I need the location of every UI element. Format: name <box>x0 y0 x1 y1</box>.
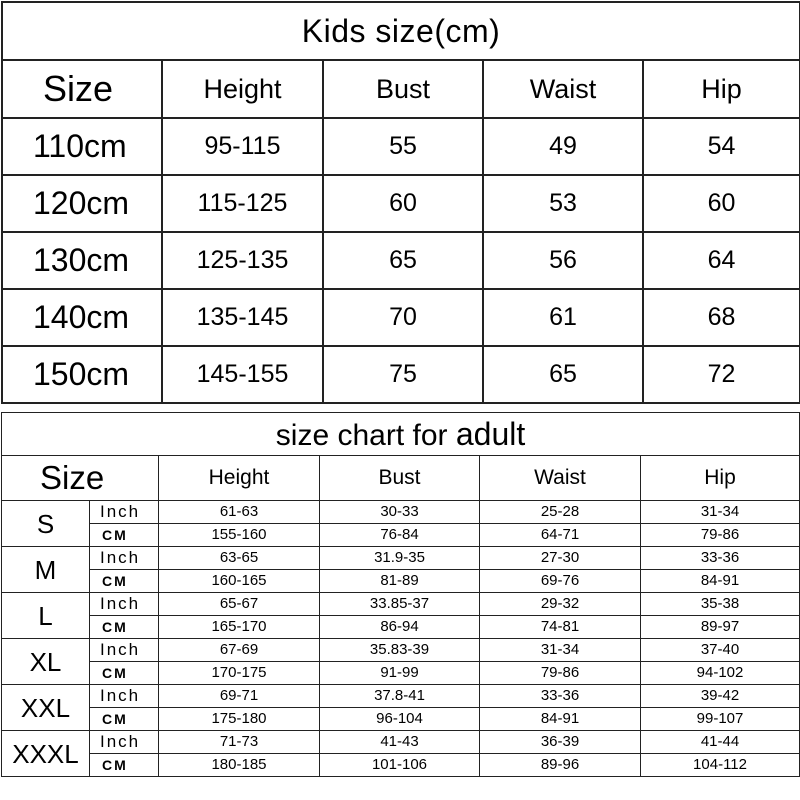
kids-header-bust: Bust <box>323 60 483 118</box>
kids-hip-cell: 60 <box>643 175 800 232</box>
adult-hip-inch-cell: 33-36 <box>641 547 800 570</box>
adult-hip-inch-cell: 31-34 <box>641 501 800 524</box>
table-row <box>2 232 800 289</box>
adult-table-body <box>2 501 800 777</box>
kids-bust-cell: 55 <box>323 118 483 175</box>
kids-hip-cell: 54 <box>643 118 800 175</box>
adult-waist-cm-cell: 79-86 <box>480 662 641 685</box>
adult-bust-cm-cell: 81-89 <box>320 570 480 593</box>
adult-size-label: M <box>2 547 90 593</box>
kids-size-cell: 130cm <box>2 232 162 289</box>
table-row <box>2 731 800 754</box>
adult-height-inch-cell: 61-63 <box>159 501 320 524</box>
table-row <box>2 289 800 346</box>
kids-waist-cell: 49 <box>483 118 643 175</box>
table-row <box>2 639 800 662</box>
adult-hip-inch-cell: 39-42 <box>641 685 800 708</box>
kids-hip-cell: 68 <box>643 289 800 346</box>
unit-inch-label: Inch <box>90 731 159 754</box>
adult-bust-inch-cell: 31.9-35 <box>320 547 480 570</box>
adult-waist-cm-cell: 84-91 <box>480 708 641 731</box>
table-row <box>2 708 800 731</box>
kids-size-cell: 110cm <box>2 118 162 175</box>
unit-inch-label: Inch <box>90 501 159 524</box>
table-row <box>2 501 800 524</box>
unit-inch-label: Inch <box>90 685 159 708</box>
table-row <box>2 754 800 777</box>
kids-bust-cell: 65 <box>323 232 483 289</box>
adult-hip-cm-cell: 99-107 <box>641 708 800 731</box>
adult-height-inch-cell: 69-71 <box>159 685 320 708</box>
adult-waist-inch-cell: 27-30 <box>480 547 641 570</box>
adult-hip-inch-cell: 41-44 <box>641 731 800 754</box>
table-row <box>2 616 800 639</box>
adult-height-cm-cell: 165-170 <box>159 616 320 639</box>
kids-header-hip: Hip <box>643 60 800 118</box>
kids-size-cell: 120cm <box>2 175 162 232</box>
kids-size-cell: 140cm <box>2 289 162 346</box>
kids-bust-cell: 60 <box>323 175 483 232</box>
adult-bust-cm-cell: 96-104 <box>320 708 480 731</box>
adult-waist-cm-cell: 74-81 <box>480 616 641 639</box>
kids-bust-cell: 75 <box>323 346 483 403</box>
kids-header-size: Size <box>2 60 162 118</box>
adult-height-cm-cell: 170-175 <box>159 662 320 685</box>
table-row <box>2 662 800 685</box>
unit-cm-label: CM <box>90 524 159 547</box>
kids-waist-cell: 65 <box>483 346 643 403</box>
adult-height-cm-cell: 155-160 <box>159 524 320 547</box>
adult-bust-inch-cell: 35.83-39 <box>320 639 480 662</box>
table-row <box>2 685 800 708</box>
adult-header-waist: Waist <box>480 456 641 501</box>
table-row <box>2 524 800 547</box>
adult-bust-inch-cell: 30-33 <box>320 501 480 524</box>
adult-hip-cm-cell: 104-112 <box>641 754 800 777</box>
kids-header-height: Height <box>162 60 323 118</box>
table-row <box>2 547 800 570</box>
kids-hip-cell: 64 <box>643 232 800 289</box>
adult-bust-cm-cell: 76-84 <box>320 524 480 547</box>
unit-cm-label: CM <box>90 708 159 731</box>
adult-hip-cm-cell: 89-97 <box>641 616 800 639</box>
adult-bust-inch-cell: 33.85-37 <box>320 593 480 616</box>
unit-inch-label: Inch <box>90 547 159 570</box>
kids-height-cell: 135-145 <box>162 289 323 346</box>
adult-waist-inch-cell: 29-32 <box>480 593 641 616</box>
adult-bust-cm-cell: 101-106 <box>320 754 480 777</box>
adult-height-inch-cell: 63-65 <box>159 547 320 570</box>
unit-cm-label: CM <box>90 662 159 685</box>
table-row <box>2 118 800 175</box>
kids-height-cell: 125-135 <box>162 232 323 289</box>
kids-hip-cell: 72 <box>643 346 800 403</box>
adult-header-bust: Bust <box>320 456 480 501</box>
table-row <box>2 593 800 616</box>
kids-size-table <box>1 1 800 404</box>
adult-waist-cm-cell: 64-71 <box>480 524 641 547</box>
adult-height-inch-cell: 67-69 <box>159 639 320 662</box>
adult-waist-inch-cell: 33-36 <box>480 685 641 708</box>
kids-waist-cell: 53 <box>483 175 643 232</box>
adult-bust-inch-cell: 37.8-41 <box>320 685 480 708</box>
adult-size-label: XL <box>2 639 90 685</box>
adult-hip-cm-cell: 84-91 <box>641 570 800 593</box>
kids-size-cell: 150cm <box>2 346 162 403</box>
adult-waist-inch-cell: 31-34 <box>480 639 641 662</box>
table-row <box>2 175 800 232</box>
adult-header-size: Size <box>2 456 159 501</box>
adult-bust-inch-cell: 41-43 <box>320 731 480 754</box>
unit-cm-label: CM <box>90 616 159 639</box>
kids-height-cell: 145-155 <box>162 346 323 403</box>
kids-table-title: Kids size(cm) <box>2 2 800 60</box>
adult-table-title <box>2 413 800 456</box>
unit-cm-label: CM <box>90 754 159 777</box>
adult-title-emphasis: adult <box>455 415 526 452</box>
adult-header-height: Height <box>159 456 320 501</box>
adult-waist-cm-cell: 69-76 <box>480 570 641 593</box>
adult-size-label: S <box>2 501 90 547</box>
table-row <box>2 346 800 403</box>
adult-bust-cm-cell: 91-99 <box>320 662 480 685</box>
kids-bust-cell: 70 <box>323 289 483 346</box>
adult-hip-inch-cell: 37-40 <box>641 639 800 662</box>
adult-hip-cm-cell: 79-86 <box>641 524 800 547</box>
adult-height-cm-cell: 160-165 <box>159 570 320 593</box>
adult-waist-cm-cell: 89-96 <box>480 754 641 777</box>
adult-header-hip: Hip <box>641 456 800 501</box>
adult-size-table <box>1 412 800 777</box>
kids-waist-cell: 56 <box>483 232 643 289</box>
adult-waist-inch-cell: 36-39 <box>480 731 641 754</box>
kids-header-waist: Waist <box>483 60 643 118</box>
unit-inch-label: Inch <box>90 639 159 662</box>
adult-size-label: XXXL <box>2 731 90 777</box>
adult-size-label: XXL <box>2 685 90 731</box>
adult-title-prefix: size chart for <box>275 418 456 452</box>
adult-height-cm-cell: 175-180 <box>159 708 320 731</box>
kids-height-cell: 95-115 <box>162 118 323 175</box>
kids-waist-cell: 61 <box>483 289 643 346</box>
adult-hip-inch-cell: 35-38 <box>641 593 800 616</box>
unit-cm-label: CM <box>90 570 159 593</box>
adult-size-label: L <box>2 593 90 639</box>
unit-inch-label: Inch <box>90 593 159 616</box>
table-row <box>2 570 800 593</box>
kids-height-cell: 115-125 <box>162 175 323 232</box>
adult-hip-cm-cell: 94-102 <box>641 662 800 685</box>
adult-bust-cm-cell: 86-94 <box>320 616 480 639</box>
adult-height-inch-cell: 71-73 <box>159 731 320 754</box>
adult-height-cm-cell: 180-185 <box>159 754 320 777</box>
adult-waist-inch-cell: 25-28 <box>480 501 641 524</box>
adult-height-inch-cell: 65-67 <box>159 593 320 616</box>
